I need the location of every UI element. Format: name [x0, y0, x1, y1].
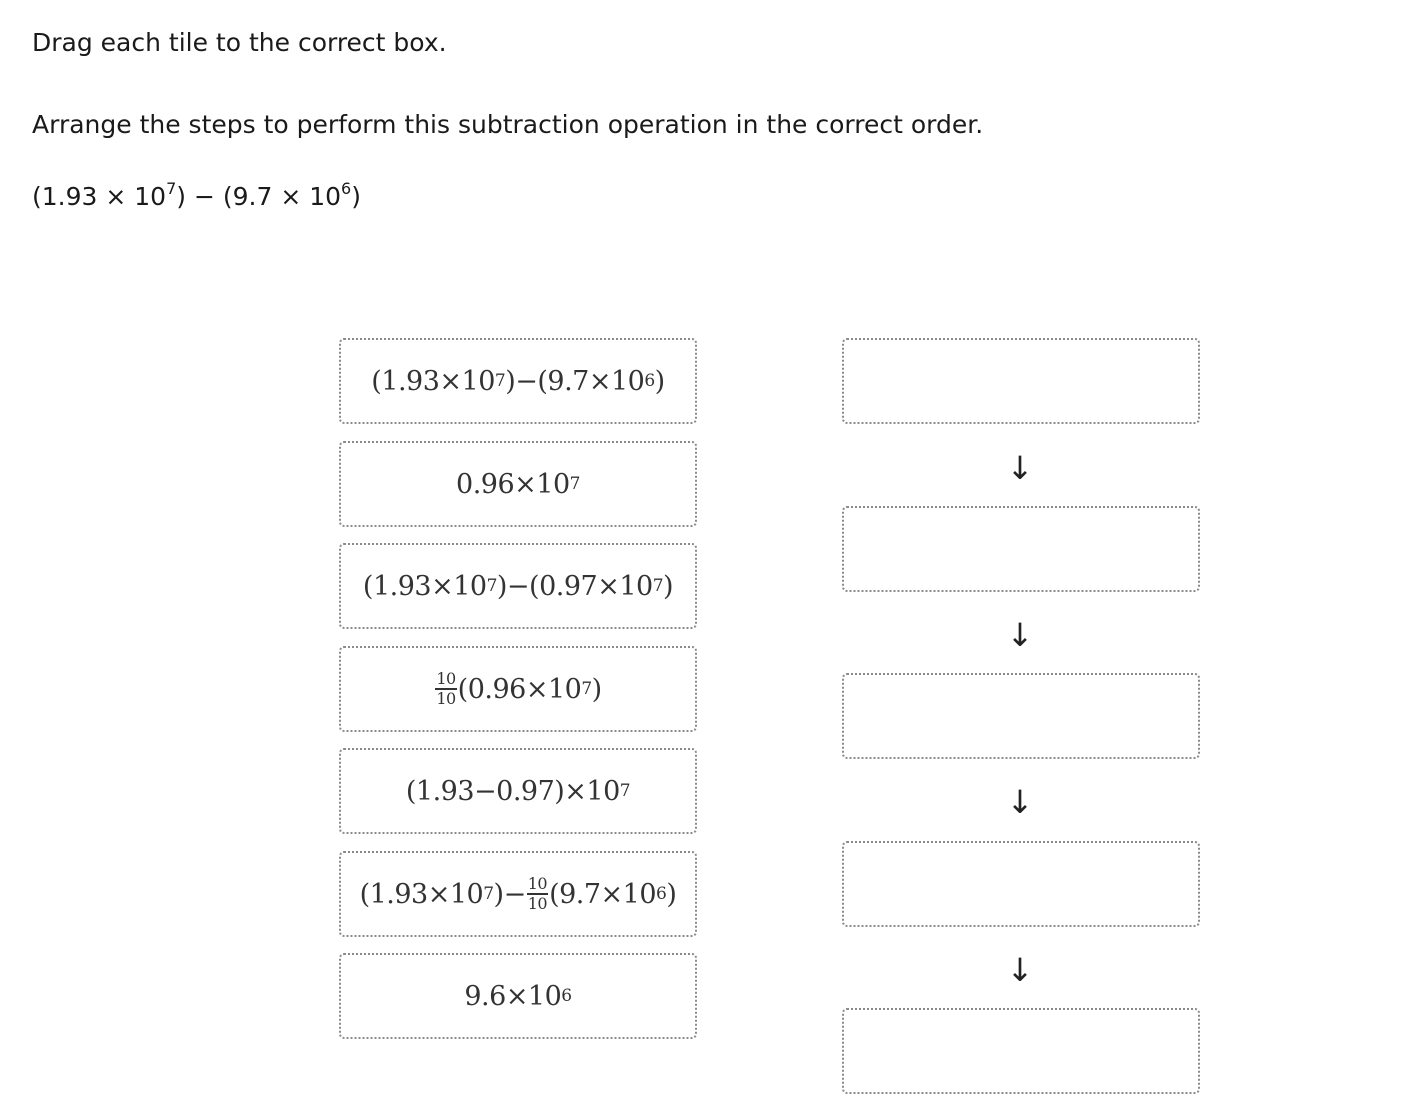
tile-text: )−(0.97×10: [496, 570, 653, 602]
expr-part-a: (1.93 × 10: [32, 182, 167, 211]
expr-exponent-b: 6: [341, 179, 352, 198]
down-arrow-icon: ↓: [1006, 951, 1034, 989]
drop-box-2[interactable]: [842, 506, 1200, 592]
tile-text: 0.96×10: [456, 468, 570, 500]
fraction-denominator: 10: [436, 689, 456, 708]
expr-part-middle: ) − (9.7 × 10: [176, 182, 342, 211]
tile-fraction-expression[interactable]: (1.93×10 7 )− $\frac{10}{10}$ (9.7×10 6 ): [339, 851, 697, 937]
tile-text: ): [666, 878, 677, 910]
drop-box-3[interactable]: [842, 673, 1200, 759]
tile-text: ): [591, 673, 602, 705]
tile-text: )−: [493, 878, 526, 910]
expr-part-end: ): [351, 182, 361, 211]
instruction-arrange: Arrange the steps to perform this subtraction operation in the correct order.: [32, 110, 984, 139]
tile-text: (0.96×10: [457, 673, 582, 705]
tile-text: (1.93×10: [359, 878, 484, 910]
tile-text: (9.7×10: [549, 878, 657, 910]
problem-expression: [32, 179, 361, 211]
expr-exponent-a: 7: [166, 179, 177, 198]
tile-fraction-result[interactable]: $\frac{10}{10}$ (0.96×10 7 ): [339, 646, 697, 732]
down-arrow-icon: ↓: [1006, 449, 1034, 487]
fraction-numerator: 10: [436, 669, 456, 688]
tile-text: ): [663, 570, 674, 602]
tile-result-0-96[interactable]: 0.96×10 7: [339, 441, 697, 527]
down-arrow-icon: ↓: [1006, 783, 1034, 821]
drop-box-4[interactable]: [842, 841, 1200, 927]
tile-text: 9.6×10: [464, 980, 562, 1012]
drop-box-1[interactable]: [842, 338, 1200, 424]
down-arrow-icon: ↓: [1006, 616, 1034, 654]
tile-text: (1.93×10: [371, 365, 495, 397]
tile-original-expression[interactable]: (1.93×10 7 )−(9.7×10 6 ): [339, 338, 697, 424]
tile-text: ): [654, 365, 665, 397]
fraction: [435, 671, 456, 707]
tile-factored-subtraction[interactable]: (1.93−0.97)×10 7: [339, 748, 697, 834]
fraction: [527, 876, 548, 912]
fraction-denominator: 10: [527, 894, 548, 913]
tile-text: (1.93−0.97)×10: [405, 775, 620, 807]
tile-text: (1.93×10: [362, 570, 487, 602]
drop-box-5[interactable]: [842, 1008, 1200, 1094]
tile-result-9-6[interactable]: 9.6×10 6: [339, 953, 697, 1039]
fraction-numerator: 10: [527, 874, 548, 893]
tile-rewritten-expression[interactable]: (1.93×10 7 )−(0.97×10 7 ): [339, 543, 697, 629]
tile-text: )−(9.7×10: [505, 365, 645, 397]
instruction-drag: Drag each tile to the correct box.: [32, 28, 447, 57]
